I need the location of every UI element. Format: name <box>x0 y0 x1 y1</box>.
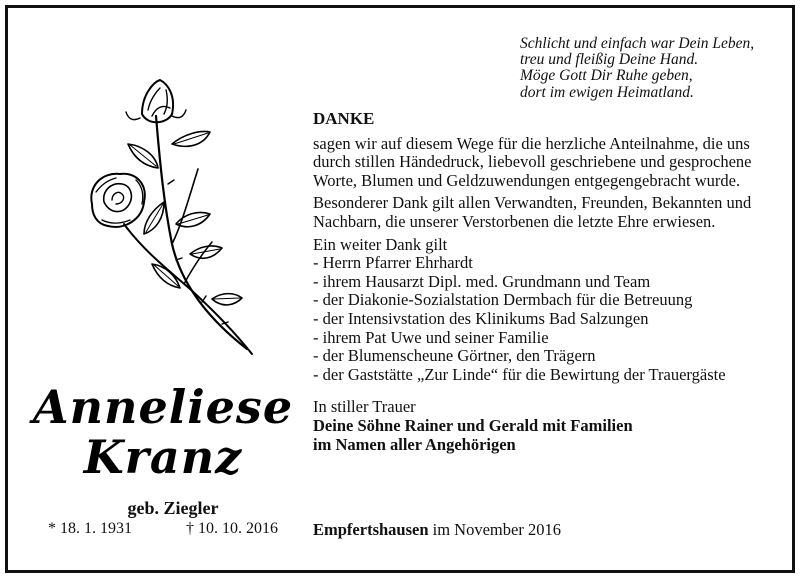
poem-line: Möge Gott Dir Ruhe geben, <box>520 67 693 85</box>
poem <box>520 36 754 101</box>
list-item: - Herrn Pfarrer Ehrhardt <box>313 253 473 273</box>
list-item: - ihrem Hausarzt Dipl. med. Grundmann und Team <box>313 271 651 291</box>
birth-date: * 18. 1. 1931 <box>48 520 132 537</box>
paragraph-thanks: sagen wir auf diesem Wege für die herzliche Anteilnahme, die uns durch stillen Händedruck, liebevoll geschriebene und gesprochene Worte, Blumen und Geldzuwendungen entgegengebracht wurde. <box>313 133 752 190</box>
first-name: Anneliese <box>32 380 294 434</box>
mourners-line: Deine Söhne Rainer und Gerald mit Familien <box>313 415 633 435</box>
thanks-intro: Ein weiter Dank gilt <box>313 234 448 254</box>
list-item: - der Intensivstation des Klinikums Bad Salzungen <box>313 308 649 328</box>
rose-illustration <box>72 74 262 364</box>
list-item: - der Gaststätte „Zur Linde“ für die Bewirtung der Trauergäste <box>313 364 726 384</box>
poem-line: treu und fleißig Deine Hand. <box>520 51 699 69</box>
maiden-name: geb. Ziegler <box>127 498 219 518</box>
mourning-intro: In stiller Trauer <box>313 397 416 417</box>
death-date: † 10. 10. 2016 <box>186 520 278 537</box>
list-item: - der Blumenscheune Görtner, den Trägern <box>313 346 596 366</box>
list-item: - ihrem Pat Uwe und seiner Familie <box>313 327 549 347</box>
mourners-line: im Namen aller Angehörigen <box>313 434 516 454</box>
obituary-card <box>5 5 795 573</box>
place-date <box>313 520 561 540</box>
place: Empfertshausen <box>313 520 429 539</box>
last-name: Kranz <box>83 430 243 484</box>
date: im November 2016 <box>432 520 561 539</box>
list-item: - der Diakonie-Sozialstation Dermbach für die Betreuung <box>313 290 693 310</box>
paragraph-relatives: Besonderer Dank gilt allen Verwandten, Freunden, Bekannten und Nachbarn, die unserer Verstorbenen die letzte Ehre erwiesen. <box>313 193 752 231</box>
thank-you-text <box>313 110 783 454</box>
thanks-list <box>313 254 783 384</box>
notice-title: DANKE <box>313 109 375 128</box>
poem-line: dort im ewigen Heimatland. <box>520 83 694 101</box>
poem-line: Schlicht und einfach war Dein Leben, <box>520 35 755 52</box>
